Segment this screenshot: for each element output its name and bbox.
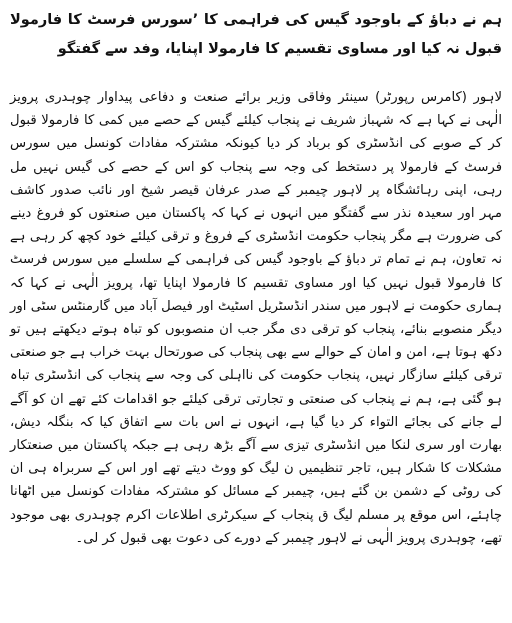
article-body: [10, 86, 502, 550]
article-headline: ہم نے دباؤ کے باوجود گیس کی فراہمی کا ’سورس فرسٹ کا فارمولا قبول نہ کیا اور مساوی تقسیم کا فارمولا اپنایا، وفد سے گفتگو: [10, 12, 502, 57]
article-body-text: سینئر وفاقی وزیر برائے صنعت و دفاعی پیداوار چوہدری پرویز الٰہی نے کہا ہے کہ شہباز شریف نے پنجاب کیلئے گیس کے حصے میں کمی کا فارمولا قبول کر کے صوبے کی انڈسٹری کو برباد کر دیا کیونکہ مشترکہ مفادات کونسل میں سورس فرسٹ کے فارمولا پر دستخط کی وجہ سے پنجاب کو اس کے حصے کی گیس نہیں مل رہی، اپنی رہائشگاہ پر لاہور چیمبر کے صدر عرفان قیصر شیخ اور نائب صدور کاشف مہر اور سعیدہ نذر سے گفتگو میں انہوں نے کہا کہ پاکستان میں صنعتوں کو فروغ دینے کی ضرورت ہے مگر پنجاب حکومت انڈسٹری کے فروغ و ترقی کیلئے خود کچھ کر رہی ہے نہ تعاون، ہم نے تمام تر دباؤ کے باوجود گیس کی فراہمی کے سلسلے میں سورس فرسٹ کا فارمولا قبول نہیں کیا اور مساوی تقسیم کا فارمولا اپنایا تھا، پرویز الٰہی نے کہا کہ ہماری حکومت نے لاہور میں سندر انڈسٹریل اسٹیٹ اور فیصل آباد میں گارمنٹس سٹی اور دیگر منصوبے بنائے، پنجاب کو ترقی دی مگر جب ان منصوبوں کو تباہ ہوتے دیکھتے ہیں تو دکھ ہوتا ہے، امن و امان کے حوالے سے بھی پنجاب کی صورتحال بہت خراب ہے جو صنعتی ترقی کیلئے سازگار نہیں، پنجاب حکومت کی نااہلی کی وجہ سے پنجاب کی انڈسٹری تباہ ہو گئی ہے، ہم نے پنجاب کی صنعتی و تجارتی ترقی کیلئے جو اقدامات کئے تھے ان کو آگے لے جانے کی بجائے التواء کر دیا گیا ہے، انہوں نے اس بات سے اتفاق کیا کہ بنگلہ دیش، بھارت اور سری لنکا میں انڈسٹری تیزی سے آگے بڑھ رہی ہے جبکہ پاکستان میں صنعتکار مشکلات کا شکار ہیں، تاجر تنظیمیں ن لیگ کو ووٹ دیتے تھے اور اس کے سربراہ ہی ان کی روٹی کے دشمن بن گئے ہیں، چیمبر کے مسائل کو مشترکہ مفادات کونسل میں اٹھانا چاہئے، اس موقع پر مسلم لیگ ق پنجاب کے سیکرٹری اطلاعات اکرم چوہدری بھی موجود تھے، چوہدری پرویز الٰہی نے لاہور چیمبر کے دورے کی دعوت بھی قبول کر لی۔: [10, 90, 502, 546]
article-dateline: لاہور (کامرس رپورٹر): [375, 90, 502, 105]
